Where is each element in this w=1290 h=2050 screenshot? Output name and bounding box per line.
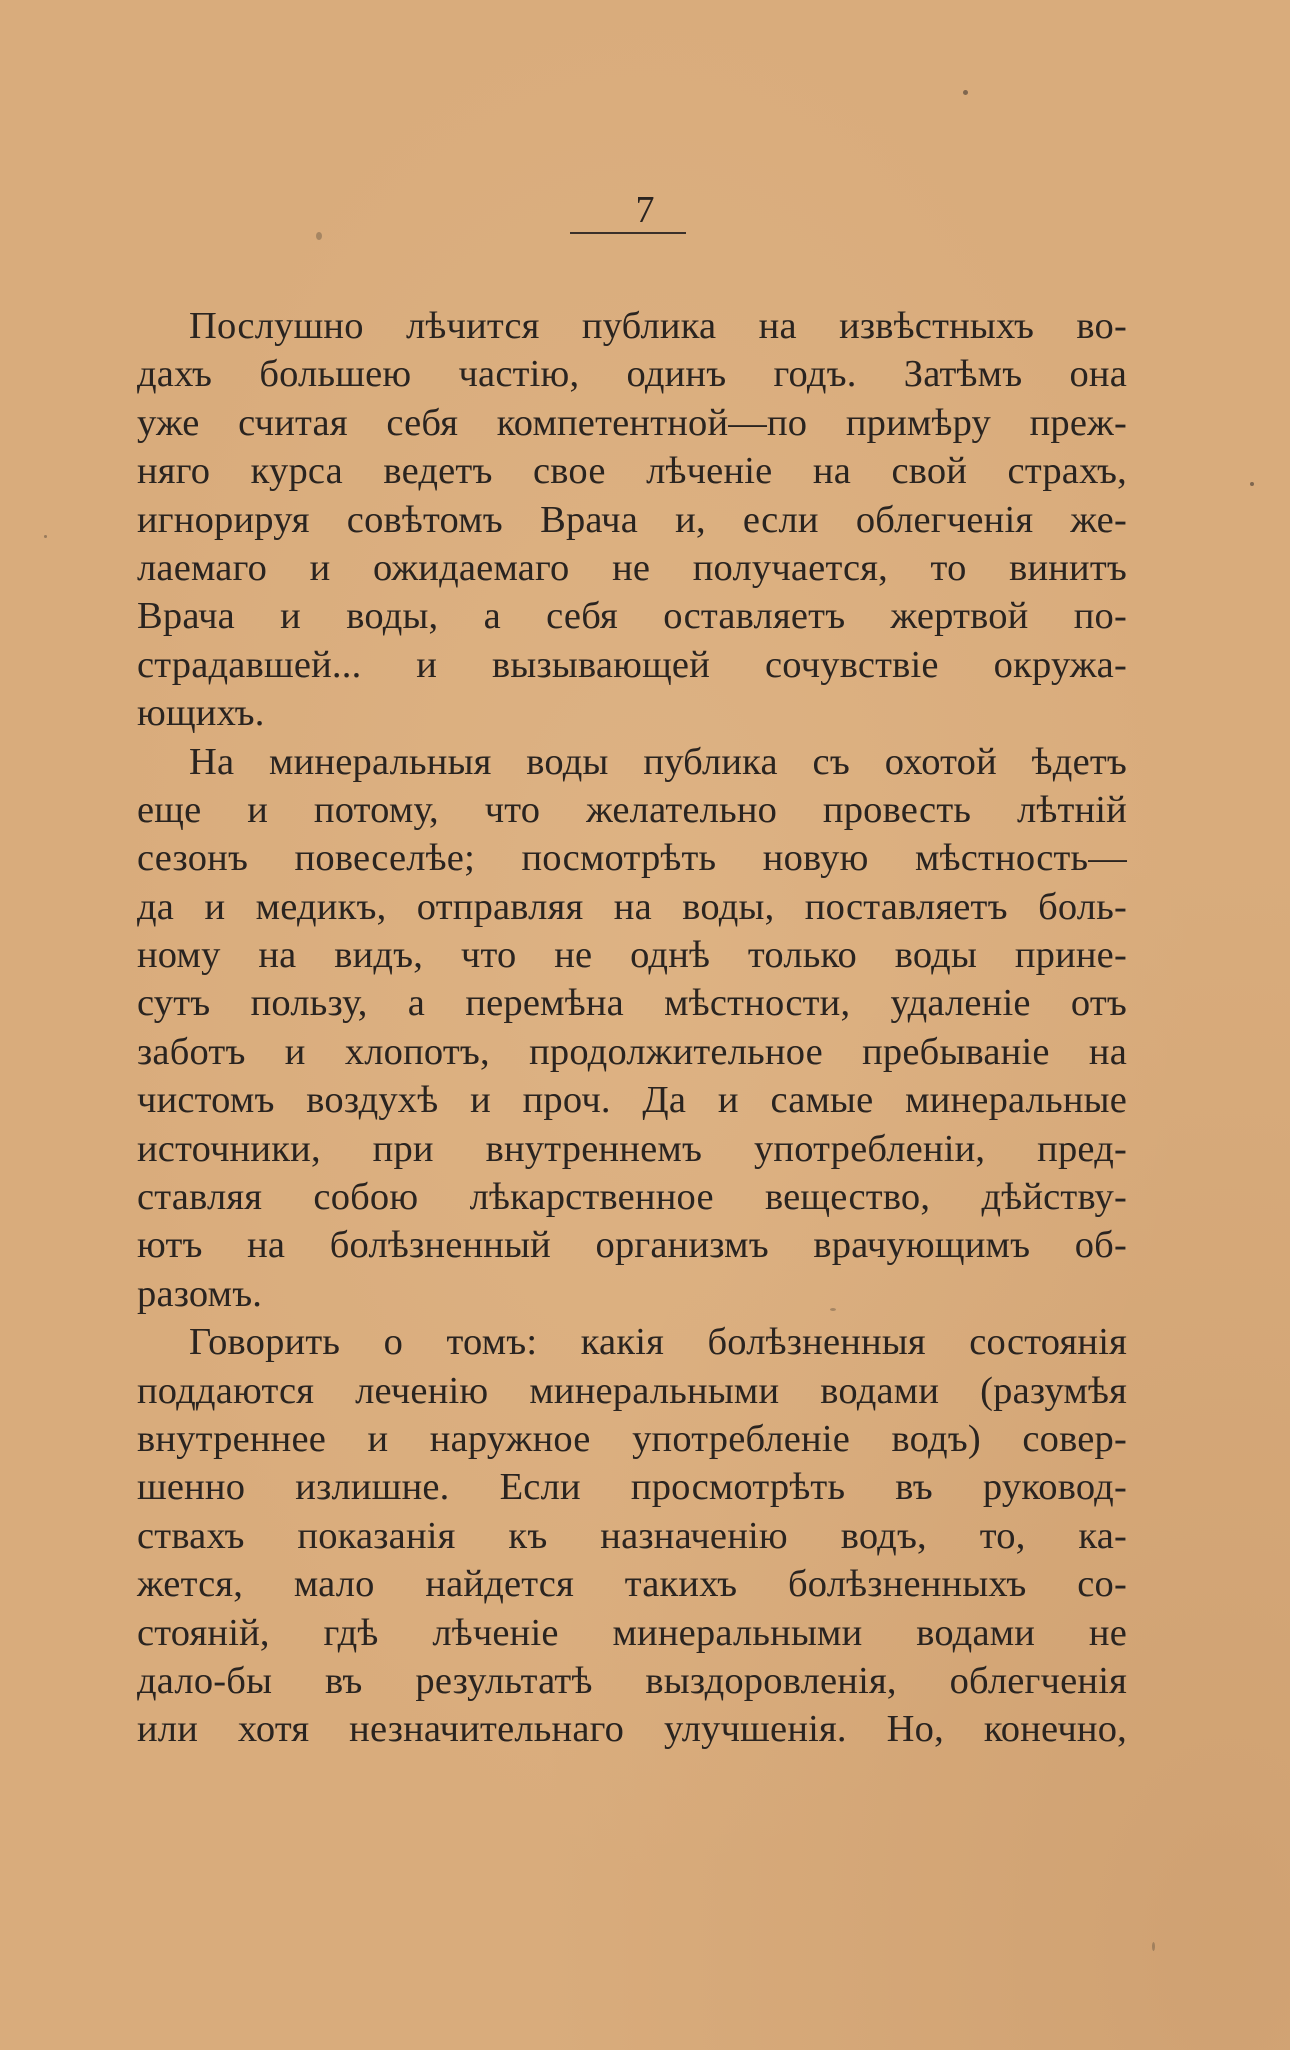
text-line: На минеральныя воды публика съ охотой ѣдетъ [189,740,1127,783]
text-line: еще и потому, что желательно провесть лѣтній [137,788,1127,831]
text-line: разомъ. [137,1272,263,1315]
text-line: ному на видъ, что не однѣ только воды прине- [137,934,1127,977]
paragraph-2 [137,738,1127,1319]
page-number: 7 [635,189,655,231]
paper-speck [963,90,968,95]
text-line: дахъ большею частію, одинъ годъ. Затѣмъ она [137,353,1127,396]
text-line: стояній, гдѣ лѣченіе минеральными водами не [137,1611,1127,1654]
page-number-rule [570,232,686,234]
paper-speck [44,535,47,538]
text-line: чистомъ воздухѣ и проч. Да и самые минеральные [137,1079,1127,1122]
page-header [0,188,1290,232]
text-line: Послушно лѣчится публика на извѣстныхъ во- [189,305,1127,347]
text-line: ютъ на болѣзненный организмъ врачующимъ об- [137,1224,1127,1267]
text-line: няго курса ведетъ свое лѣченіе на свой страхъ, [137,450,1127,493]
text-line: поддаются леченію минеральными водами (разумѣя [137,1369,1127,1412]
text-line: Врача и воды, а себя оставляетъ жертвой по- [137,595,1127,638]
text-line: жется, мало найдется такихъ болѣзненныхъ со- [137,1563,1127,1606]
paragraph-1 [137,302,1127,738]
text-line: внутреннее и наружное употребленіе водъ) совер- [137,1417,1127,1460]
paragraph-3 [137,1318,1127,1754]
text-line: заботъ и хлопотъ, продолжительное пребываніе на [137,1030,1127,1073]
text-line: ствахъ показанія къ назначенію водъ, то, ка- [137,1514,1127,1557]
text-line: да и медикъ, отправляя на воды, поставляетъ боль- [137,885,1127,928]
paper-speck [830,1308,836,1311]
text-line: шенно излишне. Если просмотрѣть въ руковод- [137,1466,1127,1509]
text-line: ставляя собою лѣкарственное вещество, дѣйству- [137,1176,1127,1219]
text-line: источники, при внутреннемъ употребленіи, пред- [137,1127,1127,1170]
text-line: сезонъ повеселѣе; посмотрѣть новую мѣстность— [137,837,1127,880]
body-text [137,302,1127,1754]
text-line: сутъ пользу, а перемѣна мѣстности, удаленіе отъ [137,982,1127,1025]
text-line: или хотя незначительнаго улучшенія. Но, конечно, [137,1708,1127,1751]
text-line: ющихъ. [137,692,265,735]
paper-speck [316,232,322,240]
text-line: уже считая себя компетентной—по примѣру преж- [137,401,1127,444]
text-line: лаемаго и ожидаемаго не получается, то винитъ [137,546,1127,589]
text-line: Говорить о томъ: какія болѣзненныя состоянія [189,1321,1127,1364]
paper-speck [1152,1942,1155,1951]
paper-speck [1250,482,1254,486]
text-line: дало-бы въ результатѣ выздоровленія, облегченія [137,1659,1127,1702]
text-line: страдавшей... и вызывающей сочувствіе окружа- [137,643,1127,686]
text-line: игнорируя совѣтомъ Врача и, если облегченія же- [137,498,1127,541]
